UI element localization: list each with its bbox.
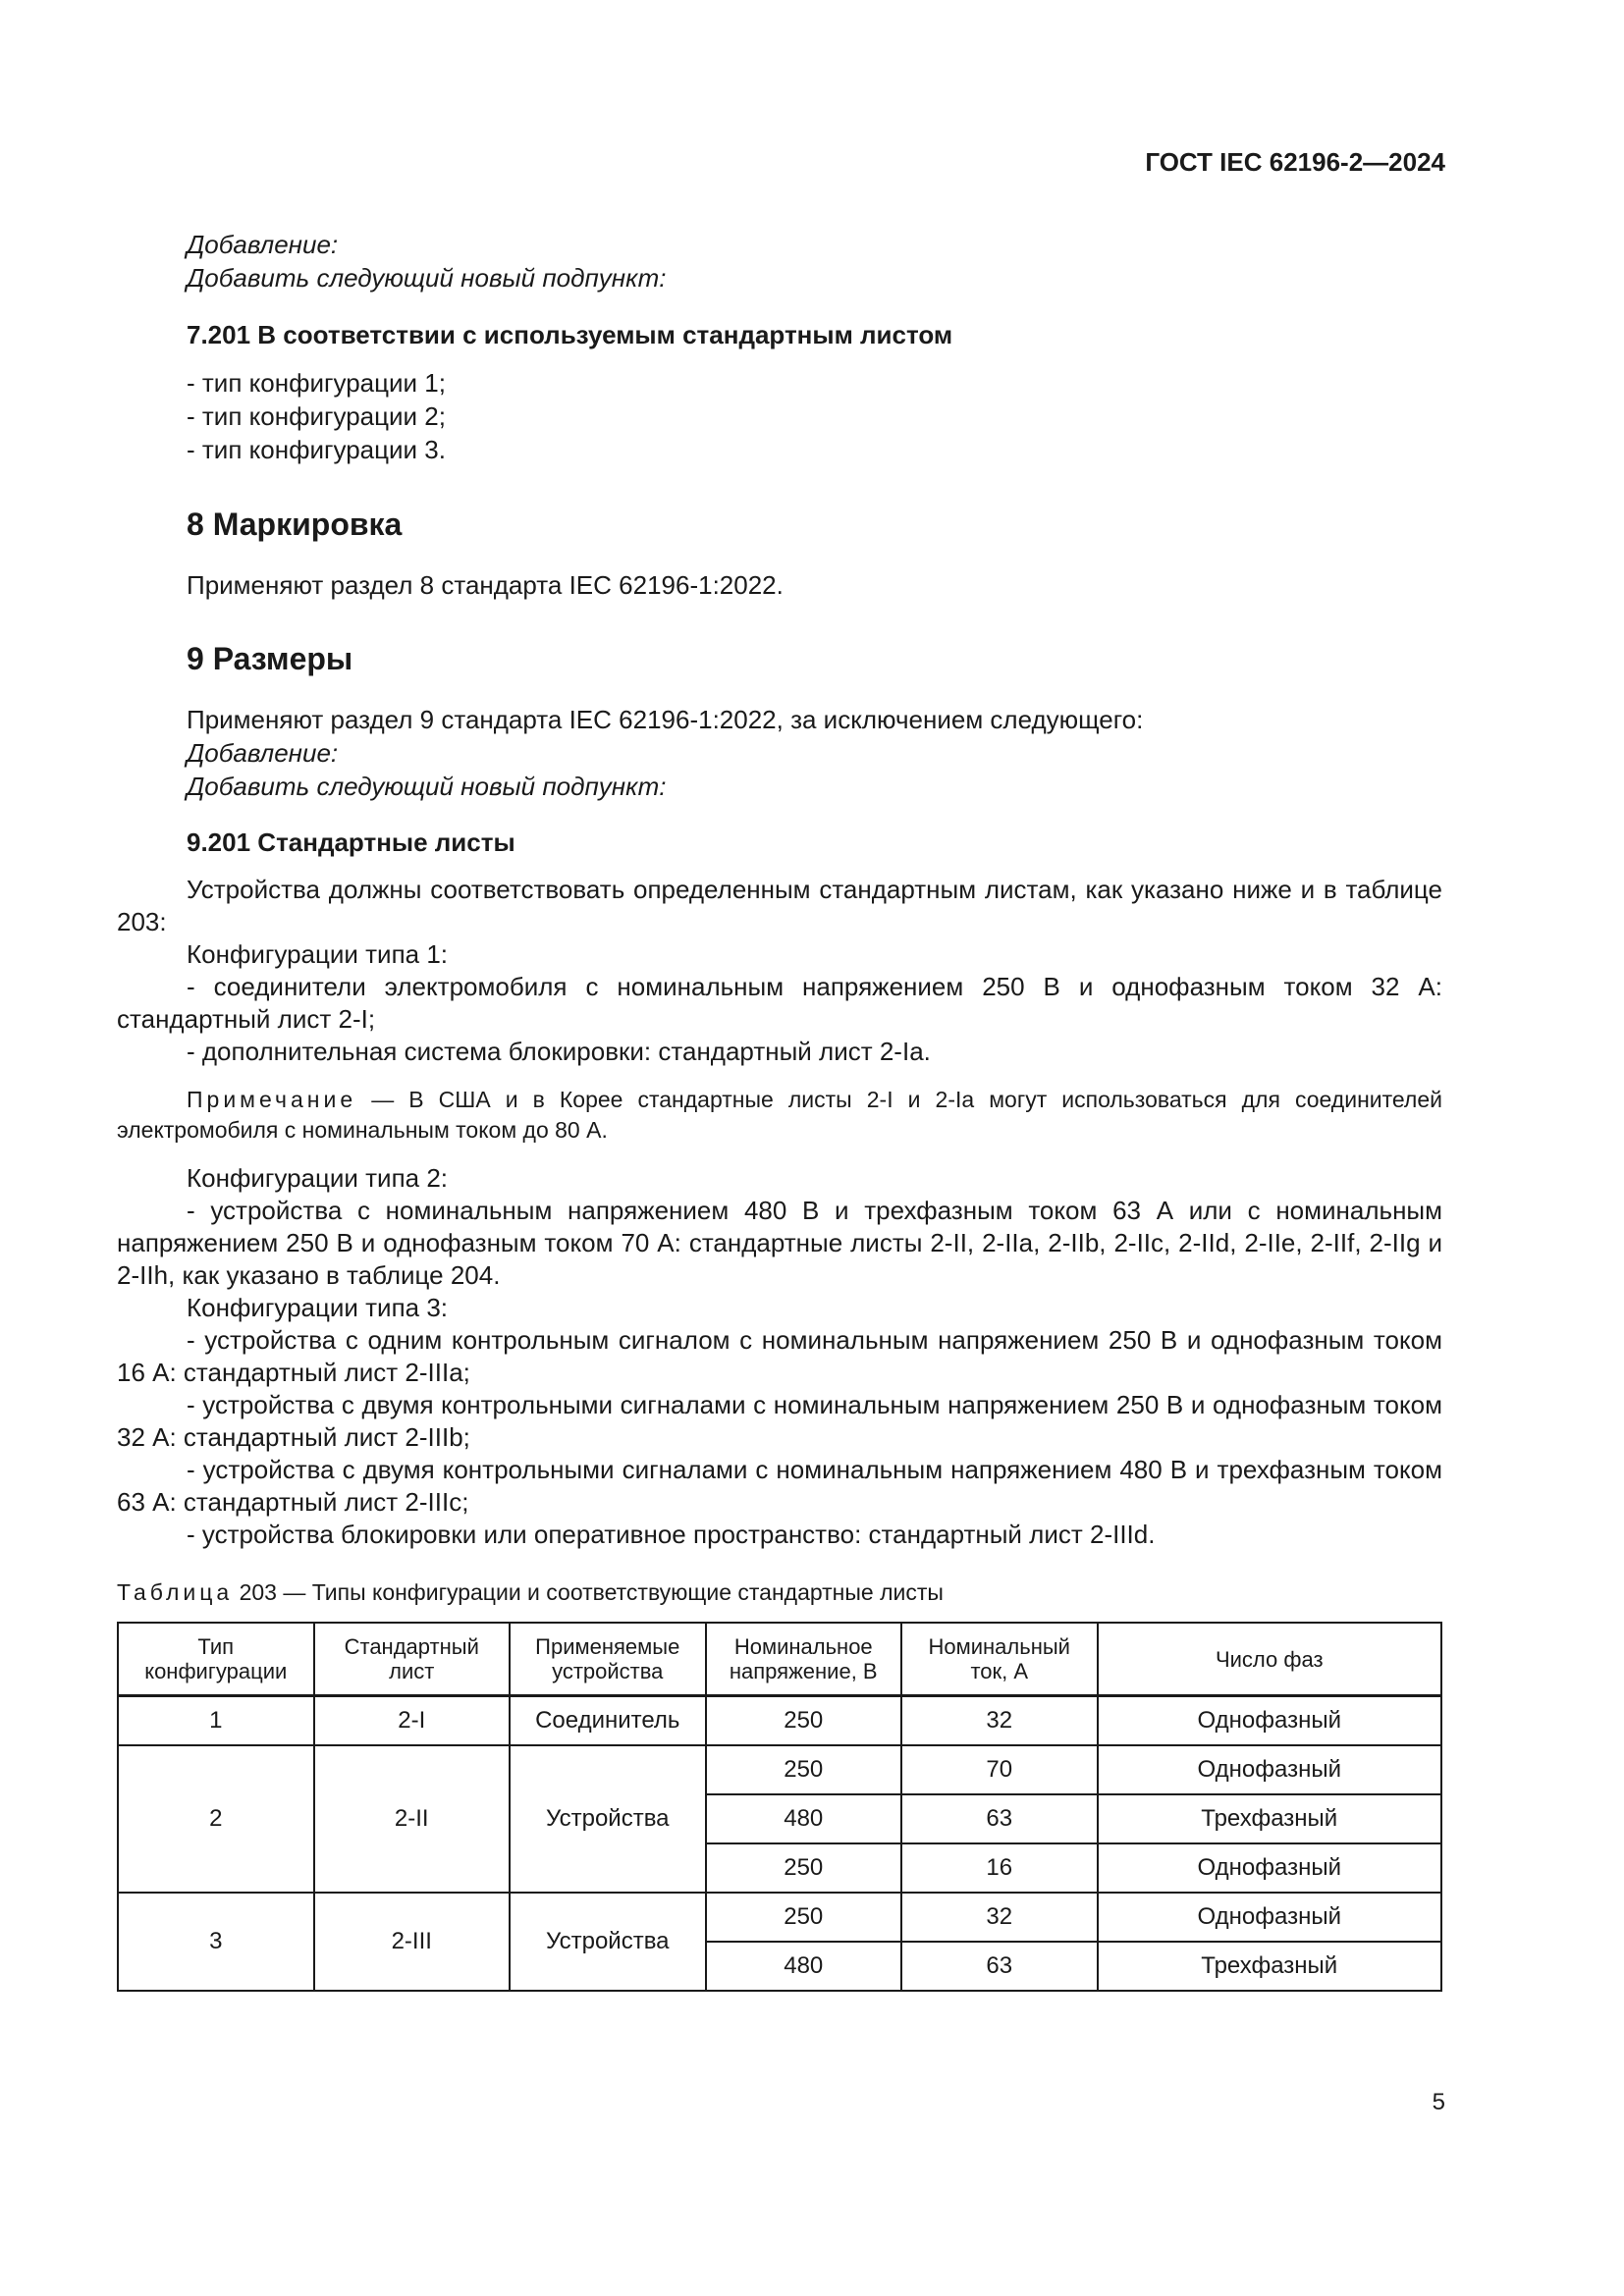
list-item: - тип конфигурации 1;	[187, 368, 446, 398]
table-row	[118, 1893, 1441, 1942]
type3-item: - устройства с одним контрольным сигналом с номинальным напряжением 250 В и однофазным током 16 А: стандартный лист 2-IIIa;	[117, 1325, 1442, 1387]
table-cell: 70	[901, 1745, 1098, 1794]
table-header-row	[118, 1623, 1441, 1696]
type1-item: - соединители электромобиля с номинальным напряжением 250 В и однофазным током 32 А: стандартный лист 2-I;	[117, 972, 1442, 1034]
addition-instruction: Добавить следующий новый подпункт:	[187, 263, 667, 293]
table-caption-label: Таблица	[117, 1579, 234, 1605]
table-cell: 2-III	[314, 1893, 511, 1991]
table-cell: Соединитель	[510, 1696, 706, 1746]
table-cell: 250	[706, 1843, 902, 1893]
table-cell: 250	[706, 1745, 902, 1794]
table-cell: 2	[118, 1745, 314, 1893]
table-caption: Таблица 203 — Типы конфигурации и соответствующие стандартные листы	[117, 1579, 944, 1605]
table-cell: Однофазный	[1098, 1745, 1442, 1794]
page-number: 5	[1432, 2089, 1445, 2115]
addition-instruction: Добавить следующий новый подпункт:	[187, 772, 667, 801]
table-cell: 2-I	[314, 1696, 511, 1746]
table-cell: Однофазный	[1098, 1843, 1442, 1893]
column-header: Стандартный лист	[314, 1623, 511, 1696]
addition-label: Добавление:	[187, 738, 339, 768]
note: Примечание — В США и в Корее стандартные листы 2-I и 2-Ia могут использоваться для соединителей электромобиля с номинальным током до 80 А.	[117, 1087, 1442, 1143]
table-cell: 250	[706, 1696, 902, 1746]
section-title-8: 8 Маркировка	[187, 507, 403, 542]
addition-label: Добавление:	[187, 230, 339, 259]
table-cell: 32	[901, 1893, 1098, 1942]
list-item: - тип конфигурации 3.	[187, 435, 446, 464]
type3-item: - устройства блокировки или оперативное пространство: стандартный лист 2-IIId.	[187, 1520, 1156, 1549]
table-cell: Устройства	[510, 1745, 706, 1893]
section-8-text: Применяют раздел 8 стандарта IEC 62196-1:2022.	[187, 570, 784, 600]
type3-item: - устройства с двумя контрольными сигналами с номинальным напряжением 480 В и трехфазным током 63 А: стандартный лист 2-IIIc;	[117, 1455, 1442, 1517]
table-cell: Однофазный	[1098, 1893, 1442, 1942]
document-code: ГОСТ IEC 62196-2—2024	[1145, 147, 1445, 177]
table-cell: Устройства	[510, 1893, 706, 1991]
section-title-9: 9 Размеры	[187, 641, 353, 676]
intro-paragraph: Устройства должны соответствовать определенным стандартным листам, как указано ниже и в таблице 203:	[117, 875, 1442, 936]
table-cell: Трехфазный	[1098, 1942, 1442, 1991]
table-cell: 16	[901, 1843, 1098, 1893]
table-cell: 2-II	[314, 1745, 511, 1893]
table-cell: 63	[901, 1794, 1098, 1843]
table-row	[118, 1745, 1441, 1794]
type3-item: - устройства с двумя контрольными сигналами с номинальным напряжением 250 В и однофазным током 32 А: стандартный лист 2-IIIb;	[117, 1390, 1442, 1452]
table-cell: 480	[706, 1942, 902, 1991]
type1-label: Конфигурации типа 1:	[187, 939, 449, 969]
type1-item: - дополнительная система блокировки: стандартный лист 2-Ia.	[187, 1037, 931, 1066]
table-cell: Трехфазный	[1098, 1794, 1442, 1843]
column-header: Число фаз	[1098, 1623, 1442, 1696]
subsection-title-9-201: 9.201 Стандартные листы	[187, 828, 515, 857]
table-cell: 480	[706, 1794, 902, 1843]
table-cell: 3	[118, 1893, 314, 1991]
table-cell: 1	[118, 1696, 314, 1746]
table-cell: 32	[901, 1696, 1098, 1746]
configuration-table	[117, 1622, 1442, 1992]
section-9-text: Применяют раздел 9 стандарта IEC 62196-1:2022, за исключением следующего:	[187, 705, 1144, 734]
column-header: Номинальное напряжение, В	[706, 1623, 902, 1696]
table-cell: Однофазный	[1098, 1696, 1442, 1746]
type2-item: - устройства с номинальным напряжением 480 В и трехфазным током 63 А или с номинальным напряжением 250 В и однофазным током 70 А: стандартные листы 2-II, 2-IIa, 2-IIb, 2-IIc, 2-IId, 2-IIe, 2-IIf, 2-IIg и 2-IIh, как указано в таблице 204.	[117, 1196, 1442, 1290]
column-header: Тип конфигурации	[118, 1623, 314, 1696]
note-label: Примечание	[187, 1087, 357, 1112]
column-header: Применяемые устройства	[510, 1623, 706, 1696]
column-header: Номинальный ток, А	[901, 1623, 1098, 1696]
type2-label: Конфигурации типа 2:	[187, 1163, 449, 1193]
table-row	[118, 1696, 1441, 1746]
subsection-title-7-201: 7.201 В соответствии с используемым стандартным листом	[187, 320, 953, 349]
list-item: - тип конфигурации 2;	[187, 401, 446, 431]
table-cell: 63	[901, 1942, 1098, 1991]
type3-label: Конфигурации типа 3:	[187, 1293, 449, 1322]
table-cell: 250	[706, 1893, 902, 1942]
